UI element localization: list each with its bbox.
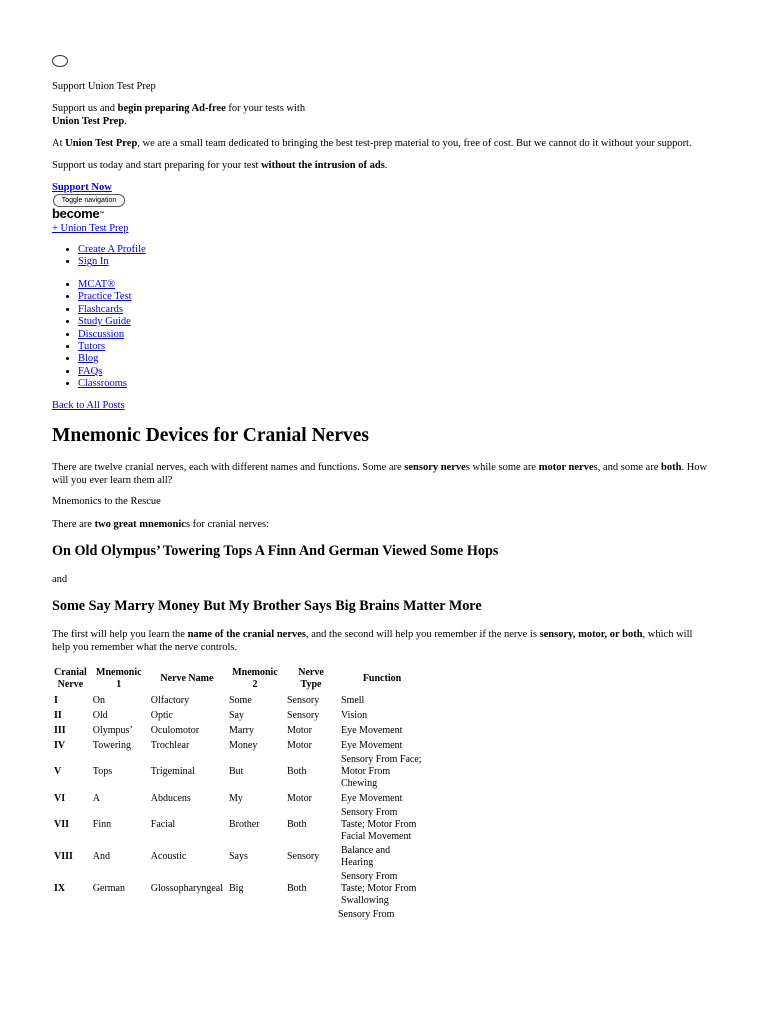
table-row — [51, 870, 426, 908]
table-cell: Vision — [341, 709, 368, 721]
main-menu-item — [78, 378, 132, 390]
table-cell: IX — [54, 883, 66, 894]
table-cell: Brother — [229, 819, 260, 830]
table-cell: Olfactory — [150, 694, 190, 706]
back-to-posts-link[interactable]: Back to All Posts — [52, 400, 125, 411]
column-header: Mnemonic 2 — [232, 667, 278, 690]
nav-link-discussion[interactable]: Discussion — [78, 328, 125, 340]
nav-link-classrooms[interactable]: Classrooms — [78, 378, 128, 390]
cranial-nerves-table — [51, 665, 426, 908]
become-logo[interactable]: become™ — [52, 206, 105, 221]
table-cell: And — [92, 851, 111, 862]
table-cell: V — [54, 766, 62, 777]
account-menu-item — [78, 256, 146, 268]
mnemonic-2-heading: Some Say Marry Money But My Brother Says Big Brains Matter More — [52, 598, 482, 614]
table-cell: Old — [92, 709, 108, 721]
main-menu-item — [78, 291, 132, 303]
table-cell: Balance and Hearing — [341, 845, 391, 868]
table-cell: Finn — [92, 819, 112, 830]
table-cell: Sensory — [287, 851, 320, 862]
table-cell: Marry — [229, 724, 254, 736]
table-cell: VI — [54, 792, 66, 804]
support-paragraph-3: Support us today and start preparing for your test without the intrusion of ads. — [52, 160, 388, 171]
main-menu-item — [78, 366, 132, 378]
table-cell: Some — [229, 694, 252, 706]
column-header: Nerve Name — [160, 673, 214, 684]
nav-link-study-guide[interactable]: Study Guide — [78, 316, 131, 328]
table-cell: Say — [229, 709, 244, 721]
main-menu-item — [78, 353, 132, 365]
table-cell: Towering — [92, 739, 131, 751]
table-partial-row: Sensory From — [338, 909, 395, 920]
main-menu-item — [78, 316, 132, 328]
nav-link-faqs[interactable]: FAQs — [78, 365, 103, 377]
table-cell: Oculomotor — [150, 724, 200, 736]
mnemonic-1-heading: On Old Olympus’ Towering Tops A Finn And German Viewed Some Hops — [52, 543, 499, 559]
main-menu-item — [78, 341, 132, 353]
main-menu — [78, 279, 132, 391]
account-menu-item — [78, 244, 146, 256]
main-menu-item — [78, 304, 132, 316]
table-cell: Eye Movement — [341, 724, 403, 736]
account-menu — [78, 244, 146, 269]
table-row — [51, 693, 426, 708]
table-row — [51, 806, 426, 844]
table-cell: VIII — [54, 851, 73, 862]
support-paragraph-1: Support us and begin preparing Ad-free for your tests with Union Test Prep. — [52, 103, 306, 128]
table-cell: Both — [287, 883, 307, 894]
intro-paragraph: There are twelve cranial nerves, each with different names and functions. Some are sensory nerves while some are motor nerves, and some are both. How will you ever learn them all? — [52, 462, 708, 487]
table-row — [51, 753, 426, 791]
table-cell: Eye Movement — [341, 739, 403, 751]
close-icon[interactable] — [52, 55, 68, 67]
mnemonic-count-paragraph: There are two great mnemonics for cranial nerves: — [52, 519, 270, 530]
support-heading: Support Union Test Prep — [52, 81, 156, 92]
table-cell: Money — [229, 739, 258, 751]
table-row — [51, 791, 426, 806]
column-header: Function — [362, 673, 402, 684]
support-now-link[interactable]: Support Now — [52, 182, 112, 193]
table-cell: Optic — [150, 709, 173, 721]
table-cell: II — [54, 709, 62, 721]
table-cell: Olympus’ — [92, 724, 133, 736]
table-cell: Both — [287, 766, 307, 777]
table-cell: Sensory From Face; Motor From Chewing — [341, 754, 422, 789]
section-subheading: Mnemonics to the Rescue — [52, 496, 161, 507]
table-row — [51, 844, 426, 870]
table-cell: I — [54, 694, 58, 706]
column-header: Cranial Nerve — [54, 667, 87, 690]
table-header-row — [51, 665, 426, 693]
table-cell: Tops — [92, 766, 113, 777]
sign-in-link[interactable]: Sign In — [78, 256, 109, 268]
table-cell: Both — [287, 819, 307, 830]
table-cell: III — [54, 724, 66, 736]
nav-link-mcat[interactable]: MCAT® — [78, 279, 116, 290]
table-cell: Motor — [287, 724, 312, 736]
table-cell: Sensory From Taste; Motor From Swallowing — [341, 871, 417, 906]
table-cell: Facial — [150, 819, 176, 830]
table-cell: My — [229, 792, 243, 804]
table-cell: A — [92, 792, 101, 804]
create-profile-link[interactable]: Create A Profile — [78, 244, 146, 255]
main-menu-item — [78, 329, 132, 341]
column-header: Mnemonic 1 — [96, 667, 142, 690]
nav-link-flashcards[interactable]: Flashcards — [78, 303, 123, 315]
nav-link-practice-test[interactable]: Practice Test — [78, 291, 132, 303]
table-cell: Glossopharyngeal — [150, 883, 223, 894]
table-cell: Sensory — [287, 694, 320, 706]
article-title: Mnemonic Devices for Cranial Nerves — [52, 425, 369, 446]
and-text: and — [52, 574, 68, 585]
nav-link-tutors[interactable]: Tutors — [78, 340, 106, 352]
column-header: Nerve Type — [298, 667, 324, 690]
table-cell: But — [229, 766, 244, 777]
support-paragraph-2: At Union Test Prep, we are a small team dedicated to bringing the best test-prep material to you, free of cost. But we cannot do it without your support. — [52, 138, 692, 149]
table-cell: German — [92, 883, 125, 894]
table-row — [51, 738, 426, 753]
table-cell: Motor — [287, 792, 312, 804]
main-menu-item — [78, 279, 132, 291]
table-cell: Abducens — [150, 792, 191, 804]
table-cell: Says — [229, 851, 248, 862]
table-cell: Trigeminal — [150, 766, 195, 777]
table-row — [51, 723, 426, 738]
table-cell: Motor — [287, 739, 312, 751]
table-cell: Smell — [341, 694, 365, 706]
nav-link-blog[interactable]: Blog — [78, 353, 99, 365]
union-test-prep-link[interactable]: + Union Test Prep — [52, 223, 129, 234]
table-cell: IV — [54, 739, 66, 751]
table-cell: Acoustic — [150, 851, 187, 862]
table-cell: Eye Movement — [341, 792, 403, 804]
table-cell: Trochlear — [150, 739, 190, 751]
table-cell: Big — [229, 883, 244, 894]
explanation-paragraph: The first will help you learn the name of the cranial nerves, and the second will help you remember if the nerve is sensory, motor, or both, which will help you remember what the nerve controls. — [52, 629, 693, 654]
table-cell: VII — [54, 819, 70, 830]
table-cell: Sensory — [287, 709, 320, 721]
table-cell: On — [92, 694, 106, 706]
table-row — [51, 708, 426, 723]
toggle-navigation-button[interactable]: Toggle navigation — [53, 194, 125, 207]
table-cell: Sensory From Taste; Motor From Facial Movement — [341, 807, 417, 842]
table-body — [51, 693, 426, 908]
